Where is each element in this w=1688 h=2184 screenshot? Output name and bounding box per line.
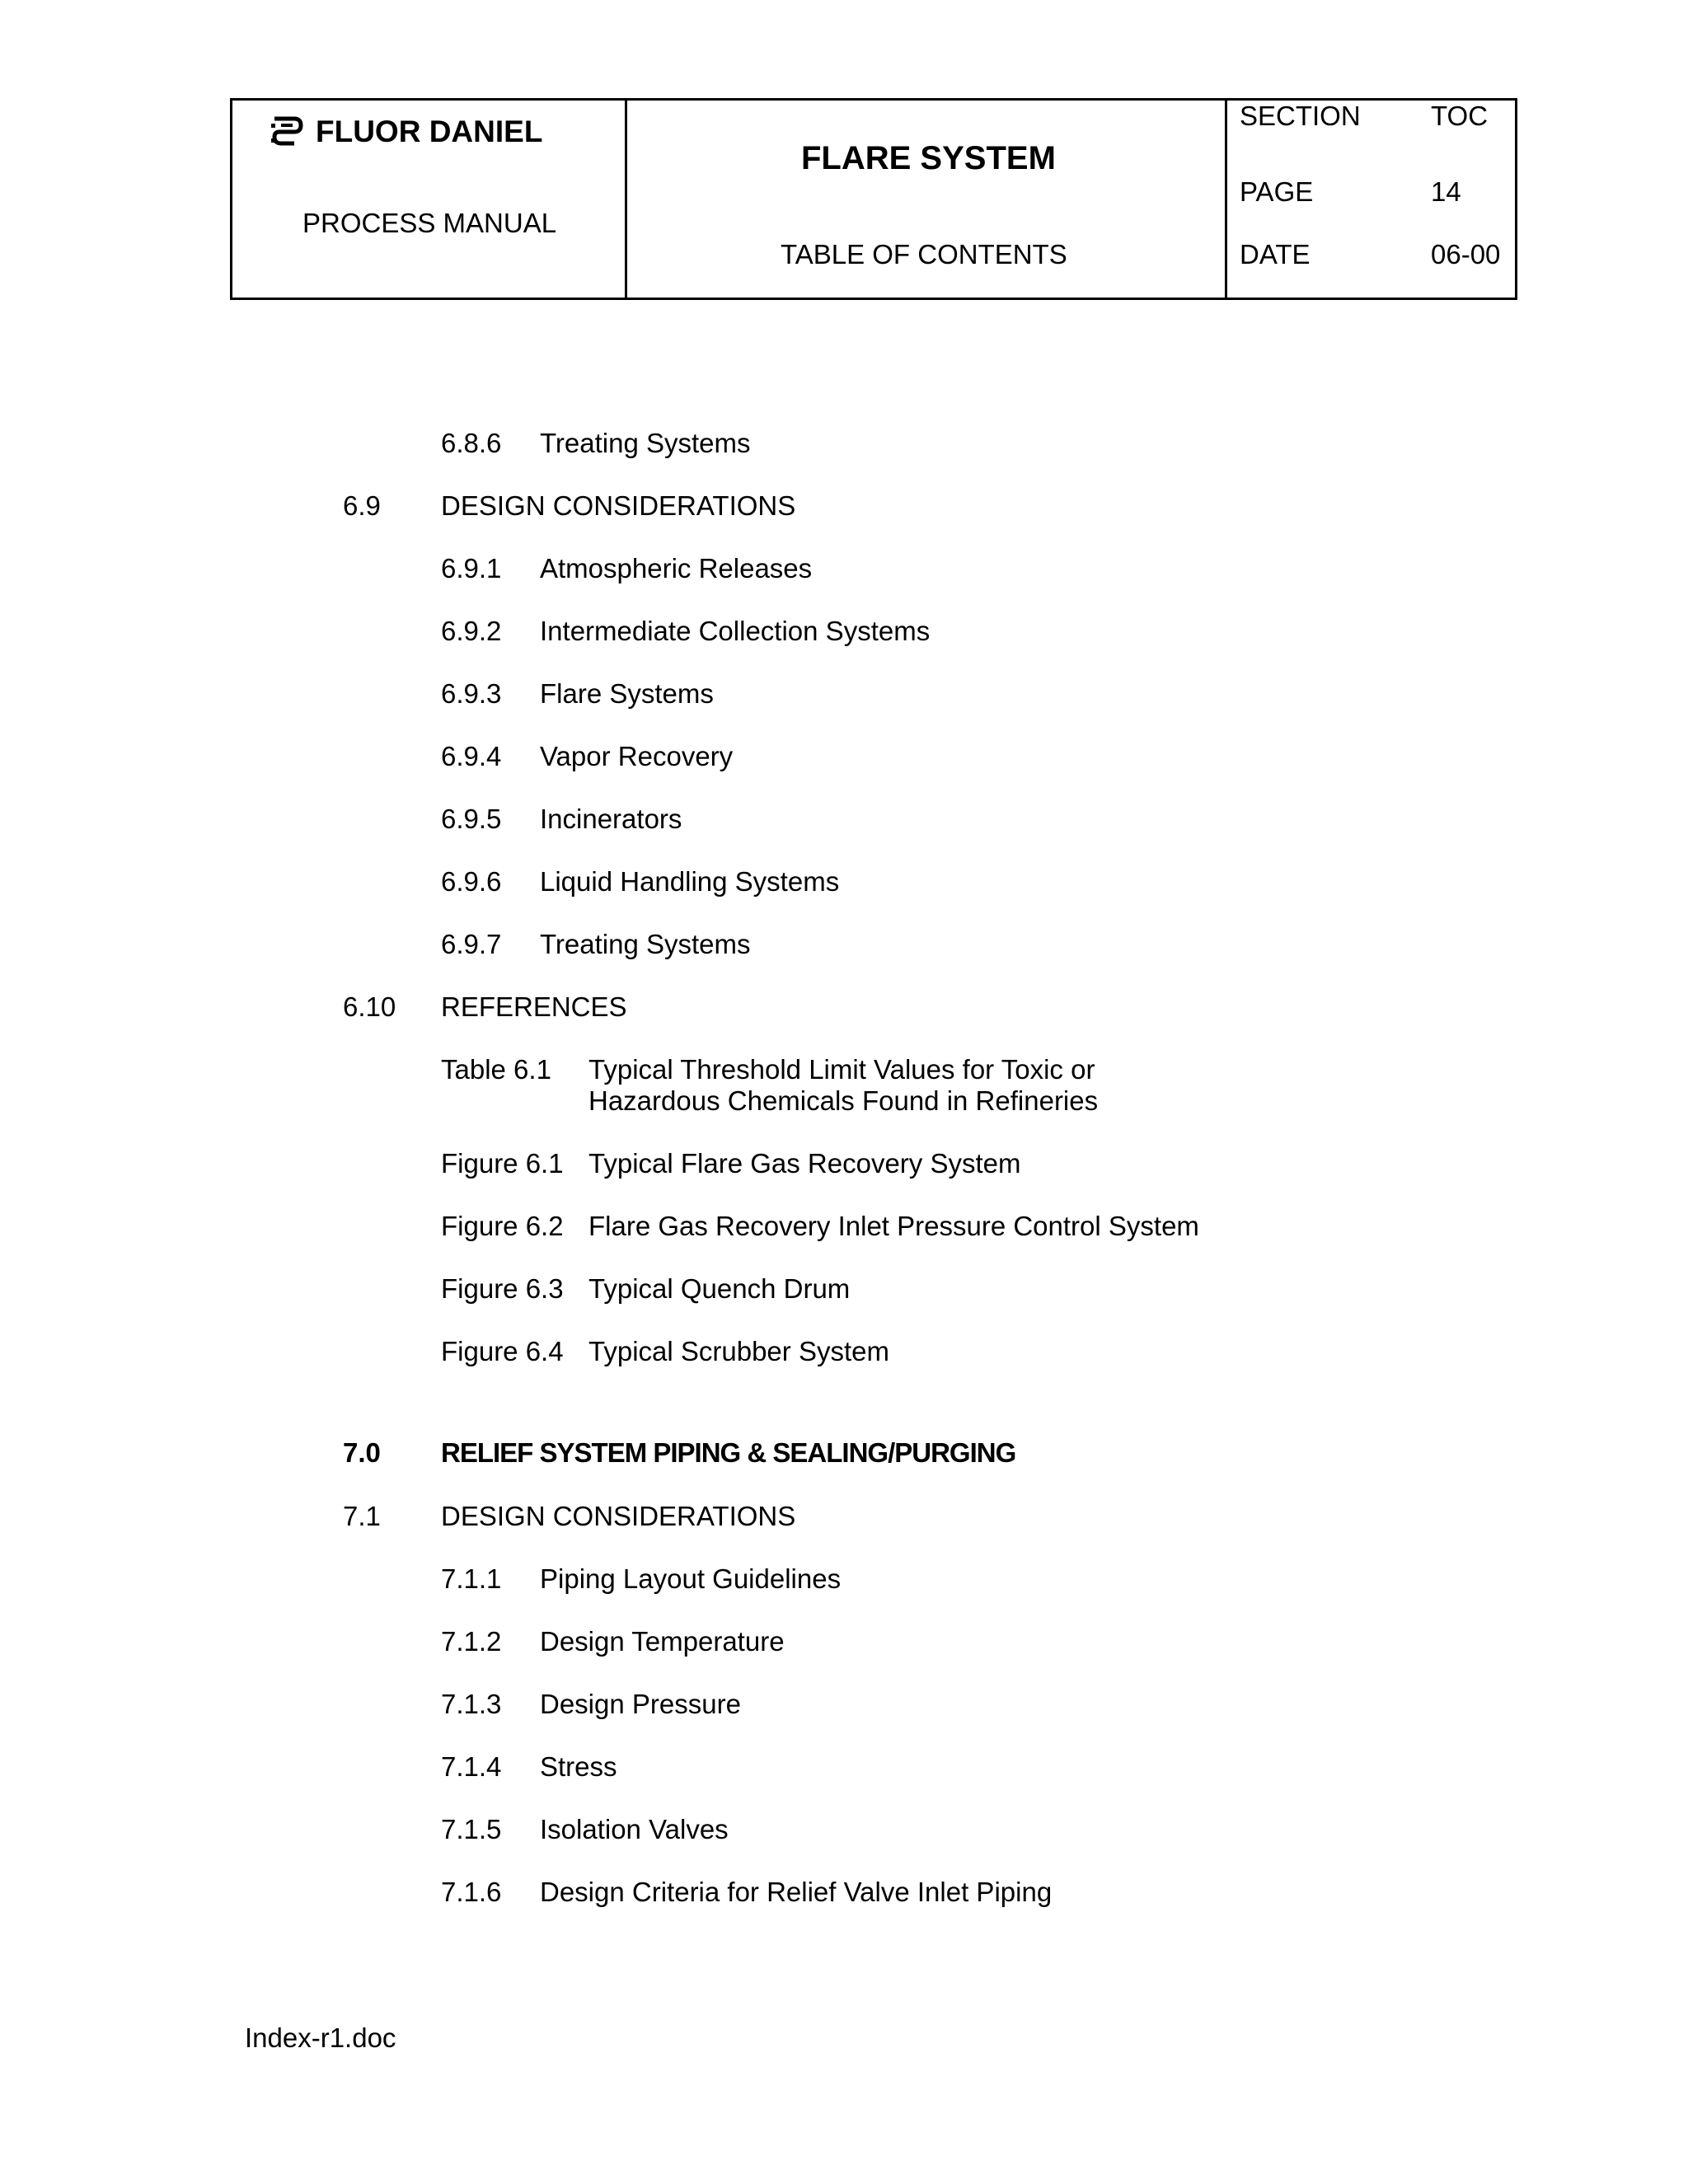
toc-title: RELIEF SYSTEM PIPING & SEALING/PURGING [441,1437,1016,1468]
toc-number: 7.1.3 [441,1689,502,1719]
toc-title: Typical Flare Gas Recovery System [588,1148,1021,1179]
toc-number: Figure 6.4 [441,1336,564,1366]
toc-number: 6.9.2 [441,616,502,646]
footer-filename: Index-r1.doc [245,2022,396,2053]
toc-title: DESIGN CONSIDERATIONS [441,490,796,521]
toc-number: 6.9.4 [441,741,502,771]
header-divider [625,101,627,298]
toc-title: Treating Systems [540,428,751,458]
section-label: SECTION [1240,101,1361,131]
toc-number: Figure 6.1 [441,1148,564,1179]
toc-number: 7.1.6 [441,1877,502,1907]
toc-title: Atmospheric Releases [540,553,813,583]
toc-title: Incinerators [540,804,682,834]
toc-number: Figure 6.2 [441,1211,564,1241]
toc-number: 7.1.4 [441,1751,502,1782]
toc-number: 6.8.6 [441,428,502,458]
document-header [230,98,1517,300]
toc-title: Stress [540,1751,617,1782]
toc-title: Flare Systems [540,678,714,709]
header-divider [1225,101,1227,298]
toc-number: 6.9.7 [441,929,502,959]
toc-number: 6.9.6 [441,866,502,897]
page-label: PAGE [1240,176,1314,207]
toc-number: 7.1.2 [441,1626,502,1657]
toc-number: Figure 6.3 [441,1273,564,1304]
toc-number: 6.9.3 [441,678,502,709]
toc-title: Intermediate Collection Systems [540,616,931,646]
toc-number: 7.1 [343,1501,381,1531]
toc-title: Design Criteria for Relief Valve Inlet Piping [540,1877,1053,1907]
toc-title: Isolation Valves [540,1814,729,1844]
toc-number: Table 6.1 [441,1054,551,1085]
toc-number: 6.10 [343,991,396,1022]
toc-title: Flare Gas Recovery Inlet Pressure Control System [588,1211,1199,1241]
toc-title: Treating Systems [540,929,751,959]
toc-title: Liquid Handling Systems [540,866,840,897]
manual-name: PROCESS MANUAL [302,208,557,238]
fluor-daniel-logo-icon [270,114,304,150]
toc-title: DESIGN CONSIDERATIONS [441,1501,796,1531]
toc-number: 7.1.1 [441,1563,502,1594]
toc-title: Vapor Recovery [540,741,734,771]
date-label: DATE [1240,239,1311,269]
date-value: 06-00 [1431,239,1501,269]
toc-number: 6.9.5 [441,804,502,834]
section-value: TOC [1431,101,1489,131]
toc-title: REFERENCES [441,991,627,1022]
page-value: 14 [1431,176,1461,207]
toc-title: Piping Layout Guidelines [540,1563,842,1594]
toc-title: Design Pressure [540,1689,741,1719]
company-name: FLUOR DANIEL [316,115,543,148]
toc-title: Design Temperature [540,1626,785,1657]
company-block [270,114,542,150]
toc-title: Typical Quench Drum [588,1273,851,1304]
toc-title: Typical Scrubber System [588,1336,889,1366]
document-title: FLARE SYSTEM [801,140,1056,176]
toc-number: 6.9 [343,490,381,521]
document-subtitle: TABLE OF CONTENTS [781,239,1067,269]
toc-number: 6.9.1 [441,553,502,583]
toc-title: Typical Threshold Limit Values for Toxic or [588,1054,1095,1085]
toc-number: 7.0 [343,1437,381,1468]
toc-title-continued: Hazardous Chemicals Found in Refineries [588,1085,1099,1116]
toc-number: 7.1.5 [441,1814,502,1844]
